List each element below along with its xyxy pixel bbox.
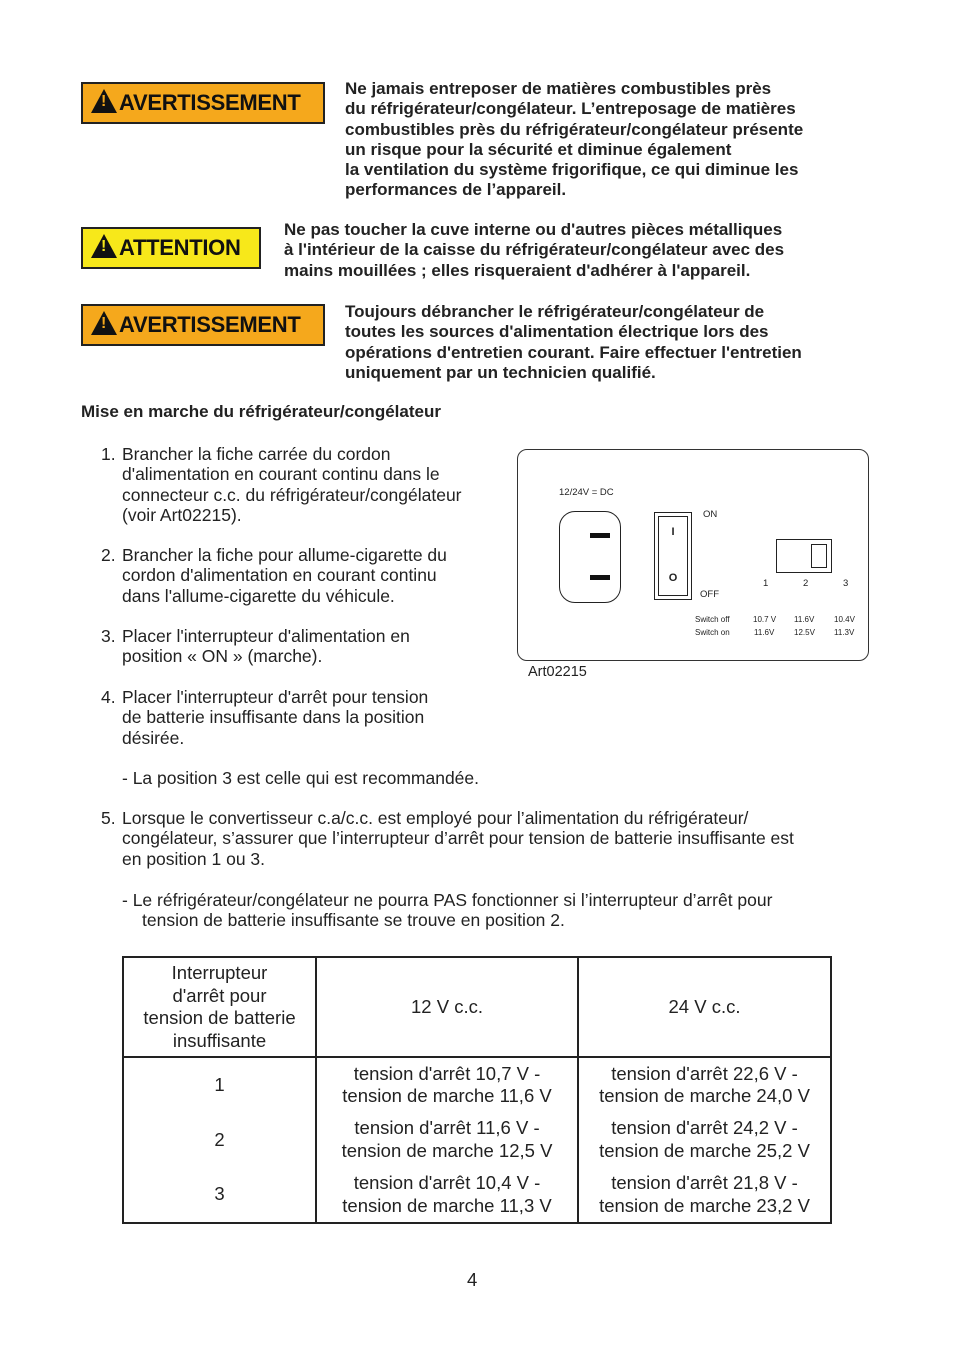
switch-off-mark: O	[668, 572, 678, 584]
off-value: 11.6V	[794, 615, 815, 624]
switch-off-row-label: Switch off	[695, 615, 730, 624]
v24-cell: tension d'arrêt 21,8 V - tension de marche 23,2 V	[578, 1167, 831, 1223]
warning-label: AVERTISSEMENT	[119, 90, 301, 115]
text-line: Toujours débrancher le réfrigérateur/congélateur de	[345, 302, 765, 321]
dc-socket-icon	[559, 511, 621, 603]
on-value: 11.6V	[754, 628, 775, 637]
table-header-24v: 24 V c.c.	[578, 957, 831, 1057]
power-switch	[654, 512, 692, 600]
table-header-12v: 12 V c.c.	[316, 957, 578, 1057]
text-line: Interrupteur	[171, 962, 268, 983]
section-title: Mise en marche du réfrigérateur/congélateur	[81, 402, 441, 421]
voltage-label: 12/24V = DC	[559, 487, 614, 498]
text-line: Placer l'interrupteur d'alimentation en	[122, 626, 410, 646]
text-line: de batterie insuffisante dans la position	[122, 707, 425, 728]
text-line: performances de l’appareil.	[345, 180, 567, 200]
text-line: Ne jamais entreposer de matières combustibles près	[345, 79, 772, 98]
figure-caption: Art02215	[528, 664, 587, 680]
text-line: Placer l'interrupteur d'arrêt pour tension	[122, 687, 429, 707]
step-number: 3.	[101, 626, 116, 646]
text-line: en position 1 ou 3.	[122, 848, 266, 869]
text-line: désirée.	[122, 727, 185, 748]
off-value: 10.4V	[834, 615, 855, 624]
text-line: du réfrigérateur/congélateur. L’entreposage de matières	[345, 99, 796, 119]
switch-slider	[811, 544, 827, 568]
v24-cell: tension d'arrêt 22,6 V - tension de marche 24,0 V	[578, 1057, 831, 1113]
warning-text	[345, 79, 803, 201]
text-line: position « ON » (marche).	[122, 646, 323, 667]
text-line: Brancher la fiche carrée du cordon	[122, 444, 391, 464]
off-label: OFF	[700, 589, 719, 600]
text-line: d'alimentation en courant continu dans le	[122, 464, 440, 485]
text-line: congélateur, s’assurer que l’interrupteur d’arrêt pour tension de batterie insuffisante est	[122, 828, 794, 849]
text-line: dans l'allume-cigarette du véhicule.	[122, 585, 395, 606]
position-label: 2	[803, 578, 809, 589]
table-row	[123, 1167, 831, 1223]
step-note	[122, 890, 772, 931]
on-value: 12.5V	[794, 628, 815, 637]
text-line: la ventilation du système frigorifique, ce qui diminue les	[345, 160, 799, 180]
position-label: 3	[843, 578, 849, 589]
warning-text	[345, 302, 802, 383]
text-line: (voir Art02215).	[122, 504, 242, 525]
switch-on-row-label: Switch on	[695, 628, 730, 637]
control-panel-figure	[517, 449, 869, 661]
table-row	[123, 1057, 831, 1113]
step-number: 4.	[101, 687, 116, 707]
text-line: opérations d'entretien courant. Faire effectuer l'entretien	[345, 342, 802, 362]
table-header-position	[123, 957, 316, 1057]
warning-triangle-icon	[91, 89, 117, 113]
step-number: 1.	[101, 444, 116, 464]
text-line: un risque pour la sécurité et diminue également	[345, 139, 732, 159]
voltage-table	[122, 956, 832, 1224]
v12-cell: tension d'arrêt 10,4 V - tension de marche 11,3 V	[316, 1167, 578, 1223]
text-line: d'arrêt pour	[172, 984, 267, 1006]
text-line: mains mouillées ; elles risqueraient d'adhérer à l'appareil.	[284, 260, 751, 280]
warning-triangle-icon	[91, 234, 117, 258]
v24-cell: tension d'arrêt 24,2 V - tension de marche 25,2 V	[578, 1113, 831, 1168]
caution-label: ATTENTION	[119, 235, 241, 260]
text-line: - Le réfrigérateur/congélateur ne pourra PAS fonctionner si l’interrupteur d’arrêt pour	[122, 890, 773, 910]
warning-triangle-icon	[91, 311, 117, 335]
text-line: Lorsque le convertisseur c.a/c.c. est employé pour l’alimentation du réfrigérateur/	[122, 808, 749, 828]
text-line: insuffisante	[172, 1029, 267, 1051]
off-value: 10.7 V	[753, 615, 777, 624]
text-line: Ne pas toucher la cuve interne ou d'autres pièces métalliques	[284, 220, 783, 239]
position-cell: 2	[123, 1113, 316, 1168]
warning-label: AVERTISSEMENT	[119, 312, 301, 337]
position-label: 1	[763, 578, 769, 589]
text-line: à l'intérieur de la caisse du réfrigérateur/congélateur avec des	[284, 240, 785, 260]
text-line: tension de batterie insuffisante se trouve en position 2.	[142, 910, 565, 931]
text-line: connecteur c.c. du réfrigérateur/congélateur	[122, 484, 462, 505]
warning-badge	[81, 82, 325, 124]
step-number: 5.	[101, 808, 116, 828]
text-line: uniquement par un technicien qualifié.	[345, 362, 656, 382]
position-cell: 3	[123, 1167, 316, 1223]
position-cell: 1	[123, 1057, 316, 1113]
page-number: 4	[467, 1269, 478, 1290]
caution-text	[284, 220, 784, 281]
on-label: ON	[703, 509, 718, 520]
battery-protection-switch	[776, 539, 832, 573]
caution-badge	[81, 227, 261, 269]
text-line: cordon d'alimentation en courant continu	[122, 565, 437, 586]
step-note: - La position 3 est celle qui est recommandée.	[122, 768, 479, 788]
on-value: 11.3V	[834, 628, 855, 637]
text-line: combustibles près du réfrigérateur/congélateur présente	[345, 119, 804, 139]
v12-cell: tension d'arrêt 10,7 V - tension de marche 11,6 V	[316, 1057, 578, 1113]
switch-on-mark: I	[671, 526, 675, 538]
table-row	[123, 1113, 831, 1168]
text-line: Brancher la fiche pour allume-cigarette du	[122, 545, 447, 565]
step-number: 2.	[101, 545, 116, 565]
text-line: toutes les sources d'alimentation électrique lors des	[345, 322, 769, 342]
text-line: tension de batterie	[143, 1007, 296, 1028]
v12-cell: tension d'arrêt 11,6 V - tension de marche 12,5 V	[316, 1113, 578, 1168]
warning-badge	[81, 304, 325, 346]
